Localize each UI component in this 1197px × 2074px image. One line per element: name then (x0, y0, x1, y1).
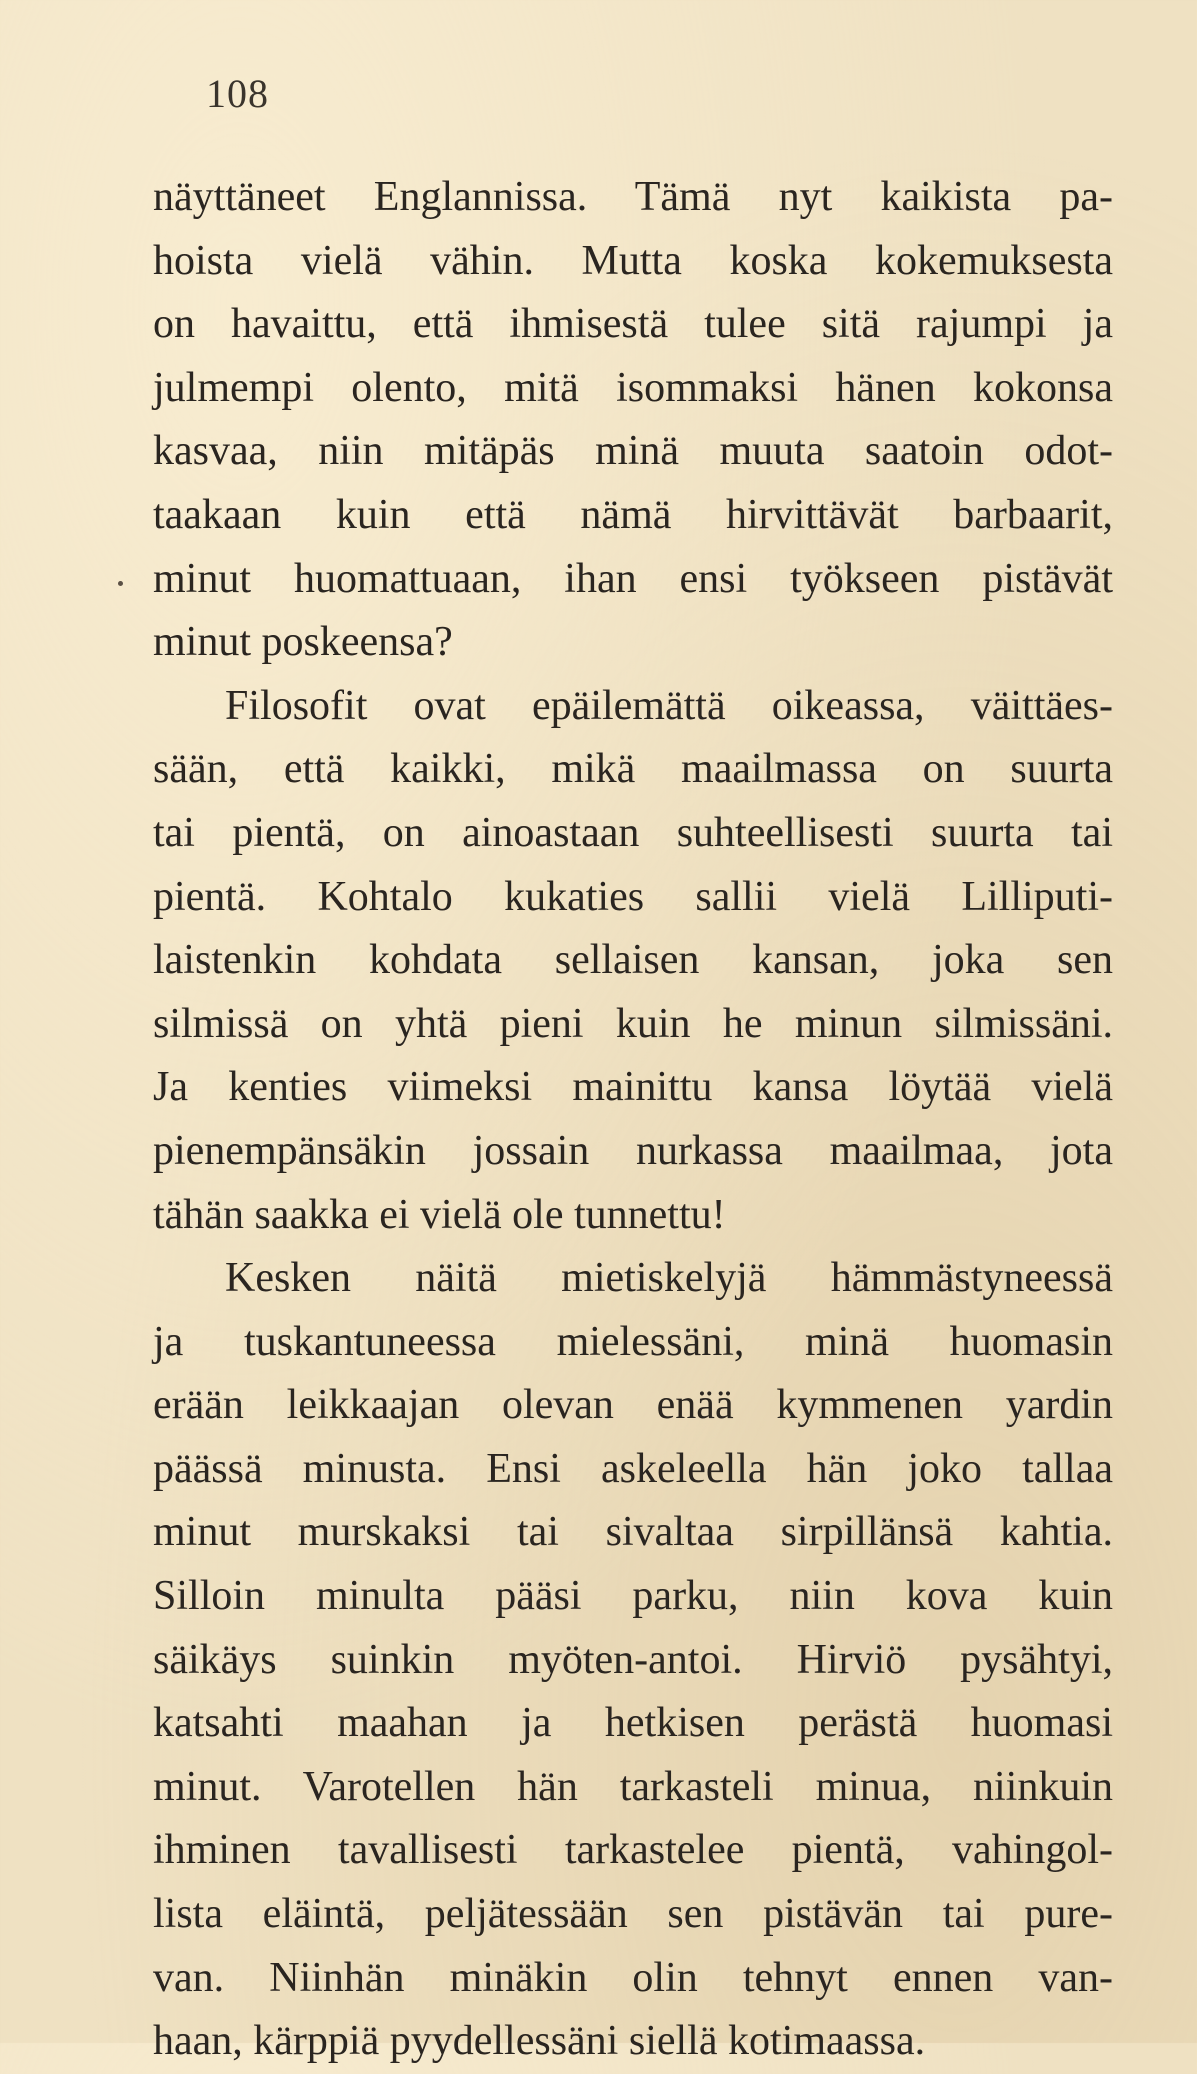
text-line: päässä minusta. Ensi askeleella hän joko tallaa (153, 1445, 1113, 1492)
text-line: Kesken näitä mietiskelyjä hämmästyneessä (225, 1255, 1113, 1302)
text-line: on havaittu, että ihmisestä tulee sitä rajumpi ja (153, 301, 1113, 348)
text-line: minut. Varotellen hän tarkasteli minua, niinkuin (153, 1763, 1113, 1810)
text-line: lista eläintä, peljätessään sen pistävän tai pure- (153, 1891, 1113, 1938)
margin-mark (118, 581, 123, 586)
text-line: minut poskeensa? (153, 619, 453, 666)
body-text (153, 166, 1113, 2074)
text-line: minut huomattuaan, ihan ensi työkseen pistävät (153, 555, 1113, 602)
text-line: pientä. Kohtalo kukaties sallii vielä Lilliputi- (153, 873, 1113, 920)
text-line: kasvaa, niin mitäpäs minä muuta saatoin odot- (153, 428, 1113, 475)
text-line: ja tuskantuneessa mielessäni, minä huomasin (153, 1318, 1113, 1365)
text-line: erään leikkaajan olevan enää kymmenen yardin (153, 1382, 1113, 1429)
text-line: ihminen tavallisesti tarkastelee pientä, vahingol- (153, 1827, 1113, 1874)
text-line: van. Niinhän minäkin olin tehnyt ennen van- (153, 1954, 1113, 2001)
text-line: katsahti maahan ja hetkisen perästä huomasi (153, 1700, 1113, 1747)
page-number: 108 (206, 71, 269, 116)
text-line: Silloin minulta pääsi parku, niin kova kuin (153, 1573, 1113, 1620)
text-line: taakaan kuin että nämä hirvittävät barbaarit, (153, 491, 1113, 538)
text-line: näyttäneet Englannissa. Tämä nyt kaikista pa- (153, 174, 1113, 220)
text-line: hoista vielä vähin. Mutta koska kokemuksesta (153, 237, 1113, 284)
text-line: tai pientä, on ainoastaan suhteellisesti suurta tai (153, 809, 1113, 856)
text-line: laistenkin kohdata sellaisen kansan, joka sen (153, 937, 1113, 984)
text-line: minut murskaksi tai sivaltaa sirpillänsä kahtia. (153, 1509, 1113, 1556)
text-line: sään, että kaikki, mikä maailmassa on suurta (153, 746, 1113, 793)
text-line: tähän saakka ei vielä ole tunnettu! (153, 1191, 726, 1238)
text-line: haan, kärppiä pyydellessäni siellä kotimaassa. (153, 2018, 926, 2065)
text-line: julmempi olento, mitä isommaksi hänen kokonsa (153, 364, 1113, 411)
text-line: säikäys suinkin myöten-antoi. Hirviö pysähtyi, (153, 1636, 1113, 1683)
text-line: silmissä on yhtä pieni kuin he minun silmissäni. (153, 1000, 1113, 1047)
text-line: pienempänsäkin jossain nurkassa maailmaa, jota (153, 1127, 1113, 1174)
text-line: Ja kenties viimeksi mainittu kansa löytää vielä (153, 1064, 1113, 1111)
text-line: Filosofit ovat epäilemättä oikeassa, väittäes- (225, 682, 1113, 729)
